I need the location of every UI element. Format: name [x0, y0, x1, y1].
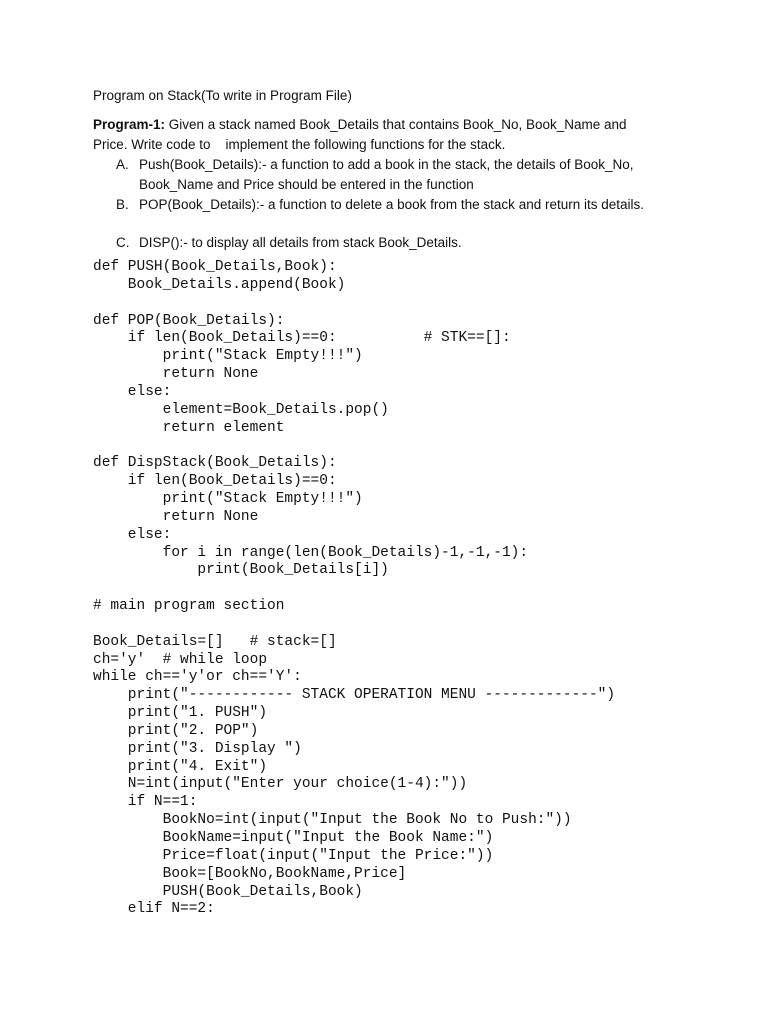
code-line: # main program section	[93, 598, 285, 615]
code-line	[93, 580, 615, 598]
code-line: print("4. Exit")	[93, 758, 268, 775]
code-line: print("Stack Empty!!!")	[93, 348, 363, 365]
code-line: return element	[93, 419, 285, 436]
code-line: def PUSH(Book_Details,Book):	[93, 259, 337, 275]
item-marker: C.	[116, 235, 130, 250]
code-line: print("1. PUSH")	[93, 705, 268, 722]
code-line: def POP(Book_Details):	[93, 312, 285, 329]
item-marker: B.	[116, 197, 129, 212]
code-line: PUSH(Book_Details,Book)	[93, 883, 363, 900]
program-label: Program-1:	[93, 117, 166, 132]
page-title: Program on Stack(To write in Program File)	[93, 88, 352, 103]
code-line: for i in range(len(Book_Details)-1,-1,-1):	[93, 544, 529, 561]
code-line: BookNo=int(input("Input the Book No to Push:"))	[93, 812, 572, 829]
code-line: element=Book_Details.pop()	[93, 401, 389, 418]
code-line	[93, 437, 615, 455]
code-line	[93, 295, 615, 313]
requirement-item-b	[93, 195, 693, 215]
item-text-line-1: Push(Book_Details):- a function to add a book in the stack, the details of Book_No,	[139, 157, 634, 172]
code-line: BookName=input("Input the Book Name:")	[93, 830, 494, 846]
code-line: return None	[93, 366, 259, 383]
code-line: Book_Details=[] # stack=[]	[93, 633, 337, 650]
item-marker: A.	[116, 157, 129, 172]
code-line: print("------------ STACK OPERATION MENU -------------")	[93, 687, 616, 704]
code-line	[93, 616, 615, 634]
code-line: print("3. Display ")	[93, 740, 302, 757]
code-line: print("2. POP")	[93, 722, 259, 739]
code-line: def DispStack(Book_Details):	[93, 455, 337, 472]
code-line: print(Book_Details[i])	[93, 562, 389, 579]
code-line: if len(Book_Details)==0: # STK==[]:	[93, 330, 511, 347]
code-line: else:	[93, 383, 172, 400]
code-line: Book_Details.append(Book)	[93, 276, 346, 293]
intro-text-1: Given a stack named Book_Details that contains Book_No, Book_Name and	[165, 117, 627, 132]
item-text-line-1: DISP():- to display all details from stack Book_Details.	[139, 235, 462, 250]
intro-line-1	[93, 115, 693, 135]
code-line: if len(Book_Details)==0:	[93, 473, 337, 490]
code-line: N=int(input("Enter your choice(1-4):"))	[93, 776, 468, 793]
requirement-item-c	[93, 233, 693, 253]
intro-line-2: Price. Write code to implement the following functions for the stack.	[93, 137, 506, 152]
code-line: elif N==2:	[93, 901, 215, 918]
item-text-line-2: Book_Name and Price should be entered in the function	[139, 177, 474, 192]
code-line: ch='y' # while loop	[93, 651, 268, 668]
code-line: print("Stack Empty!!!")	[93, 490, 363, 507]
code-line: if N==1:	[93, 794, 198, 811]
code-listing	[93, 259, 615, 919]
code-line: else:	[93, 526, 172, 543]
requirement-item-a	[93, 155, 693, 195]
code-line: Book=[BookNo,BookName,Price]	[93, 865, 407, 882]
code-line: while ch=='y'or ch=='Y':	[93, 669, 302, 686]
item-text-line-1: POP(Book_Details):- a function to delete a book from the stack and return its details.	[139, 197, 645, 212]
code-line: Price=float(input("Input the Price:"))	[93, 847, 494, 864]
code-line: return None	[93, 508, 259, 525]
program-description	[93, 115, 693, 155]
